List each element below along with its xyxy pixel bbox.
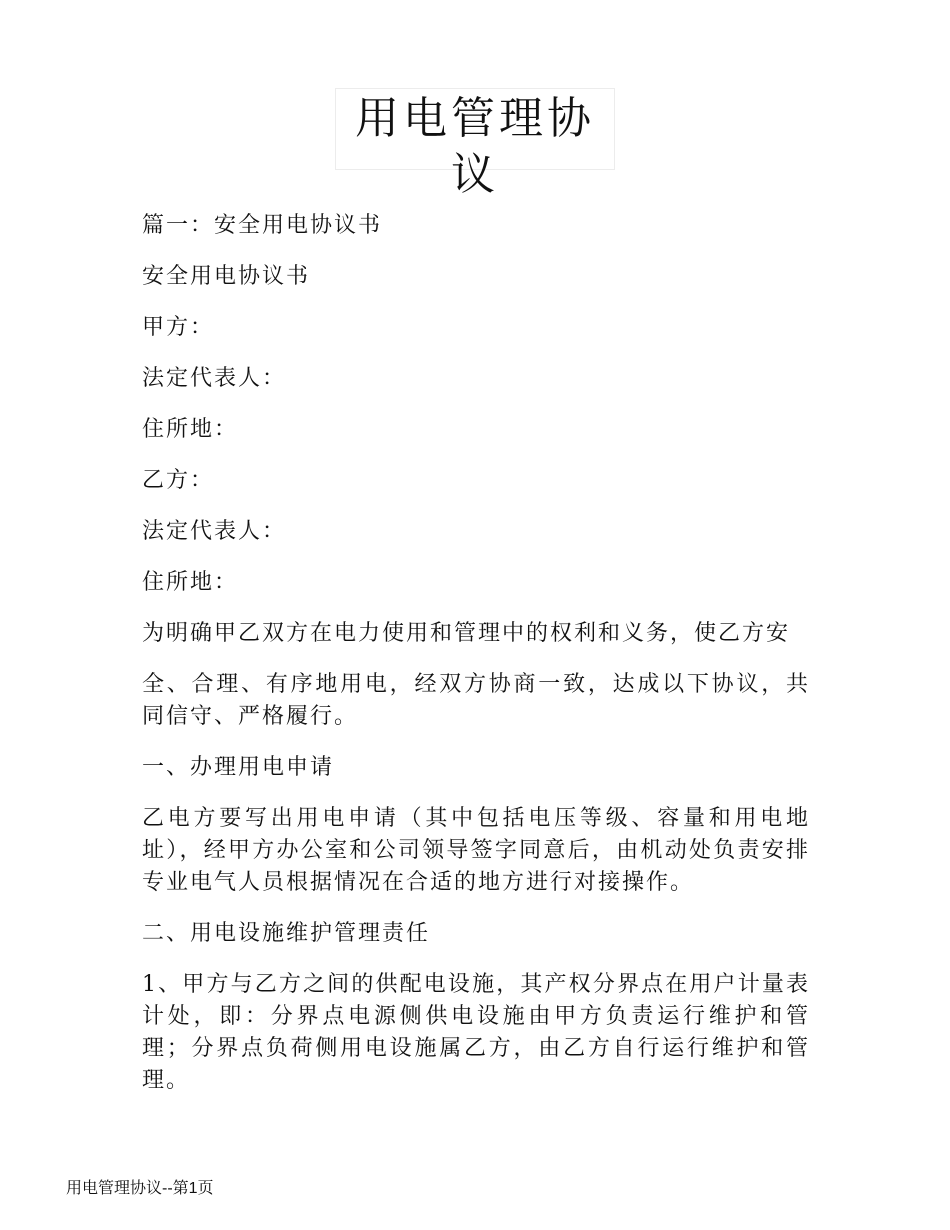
title-box	[335, 88, 615, 200]
paragraph-purpose-line-2: 全、合理、有序地用电，经双方协商一致，达成以下协议，共同信守、严格履行。	[142, 672, 810, 729]
paragraph-party-a-address: 住所地：	[142, 417, 239, 442]
document-title: 用电管理协议	[355, 93, 595, 200]
paragraph-party-b-representative: 法定代表人：	[142, 519, 287, 544]
paragraph-maintenance-body: 1、甲方与乙方之间的供配电设施，其产权分界点在用户计量表计处，即：分界点电源侧供电设施由甲方负责运行维护和管理；分界点负荷侧用电设施属乙方，由乙方自行运行维护和管理。	[142, 972, 810, 1093]
paragraph-purpose-line-1: 为明确甲乙双方在电力使用和管理中的权利和义务，使乙方安	[142, 621, 791, 646]
paragraph-application-body: 乙电方要写出用电申请（其中包括电压等级、容量和用电地址），经甲方办公室和公司领导签字同意后，由机动处负责安排专业电气人员根据情况在合适的地方进行对接操作。	[142, 806, 810, 895]
paragraph-agreement-title: 安全用电协议书	[142, 264, 311, 289]
document-body	[142, 210, 810, 1116]
page-footer: 用电管理协议--第1页	[66, 1180, 214, 1197]
paragraph-party-a-representative: 法定代表人：	[142, 366, 287, 391]
paragraph-section-heading: 篇一：安全用电协议书	[142, 213, 383, 238]
paragraph-heading-application: 一、办理用电申请	[142, 755, 335, 780]
paragraph-heading-maintenance: 二、用电设施维护管理责任	[142, 921, 431, 946]
paragraph-party-b: 乙方：	[142, 468, 215, 493]
paragraph-party-b-address: 住所地：	[142, 570, 239, 595]
paragraph-party-a: 甲方：	[142, 315, 215, 340]
